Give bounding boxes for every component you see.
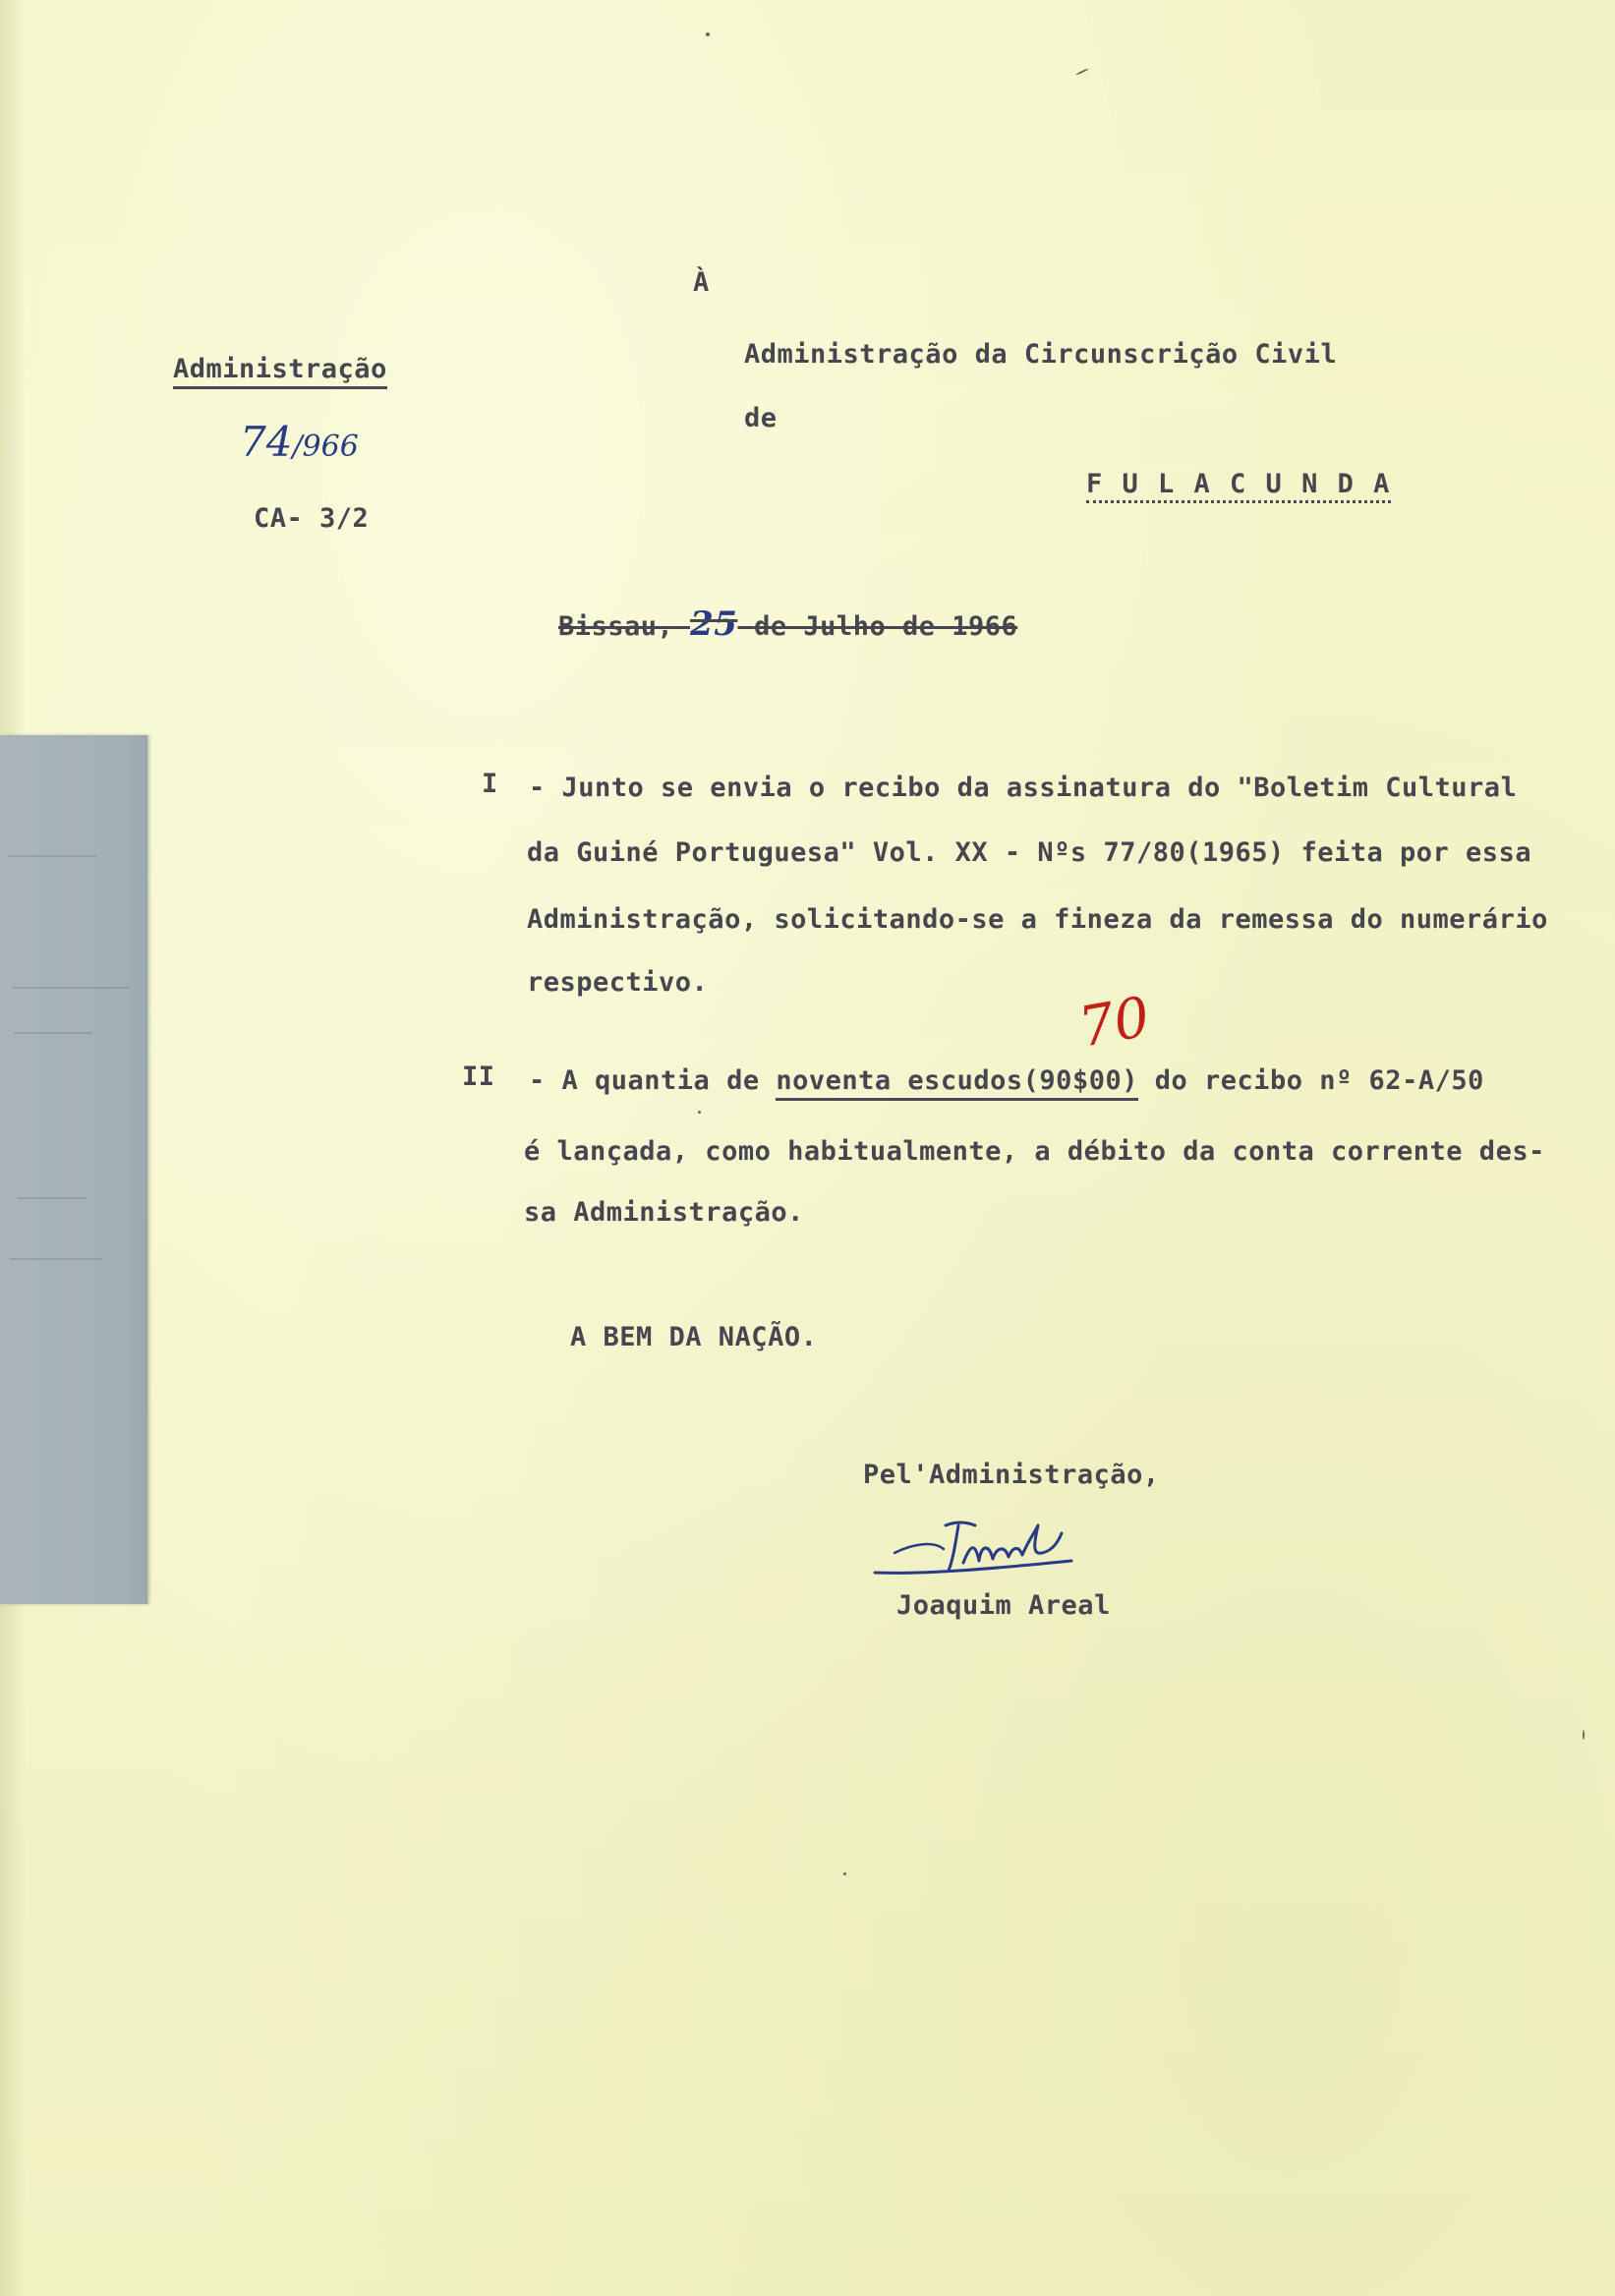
paragraph-2-amount: noventa escudos(90$00) [776,1065,1138,1101]
handwritten-signature [865,1504,1121,1592]
paragraph-2-line-1-before: - A quantia de [529,1065,760,1096]
reference-number-typed: /966 [292,430,359,464]
reference-office: Administração [173,354,387,389]
paragraph-2-line-3: sa Administração. [524,1197,804,1228]
date-line [558,604,1017,644]
paragraph-2-line-1-after: do recibo nº 62-A/50 [1154,1065,1484,1096]
closing-on-behalf: Pel'Administração, [863,1460,1160,1490]
paper-speck [706,32,710,36]
paragraph-1-line-3: Administração, solicitando-se a fineza da remessa do numerário [527,904,1548,935]
paragraph-2-numeral: II [462,1062,495,1092]
paragraph-2-line-1 [529,1065,1484,1096]
paragraph-1-line-1: - Junto se envia o recibo da assinatura do "Boletim Cultural [529,773,1518,803]
recipient-prefix: À [693,267,710,298]
paper-speck [1075,68,1089,76]
reference-code: CA- 3/2 [254,503,370,534]
closing-motto: A BEM DA NAÇÃO. [570,1322,818,1352]
paragraph-1-line-4: respectivo. [527,967,709,998]
reference-number-handwritten: 74 [240,418,293,466]
signatory-name: Joaquim Areal [896,1590,1111,1621]
recipient-location: F U L A C U N D A [1086,469,1391,503]
date-day-handwritten: 25 [690,604,738,644]
paragraph-1-numeral: I [482,769,498,799]
recipient-line-1: Administração da Circunscrição Civil [744,339,1338,370]
paper-speck [698,1111,701,1114]
date-place: Bissau, [558,611,674,642]
recipient-line-2: de [744,403,778,433]
paper-speck [1583,1730,1585,1740]
reference-number [240,418,359,466]
date-rest: de Julho de 1966 [754,611,1018,642]
paragraph-2-line-2: é lançada, como habitualmente, a débito da conta corrente des- [524,1136,1545,1167]
paragraph-1-line-2: da Guiné Portuguesa" Vol. XX - Nºs 77/80(1965) feita por essa [527,837,1532,868]
red-correction-annotation: 70 [1073,985,1155,1061]
paper-speck [843,1872,846,1875]
attached-blue-slip [0,735,147,1604]
